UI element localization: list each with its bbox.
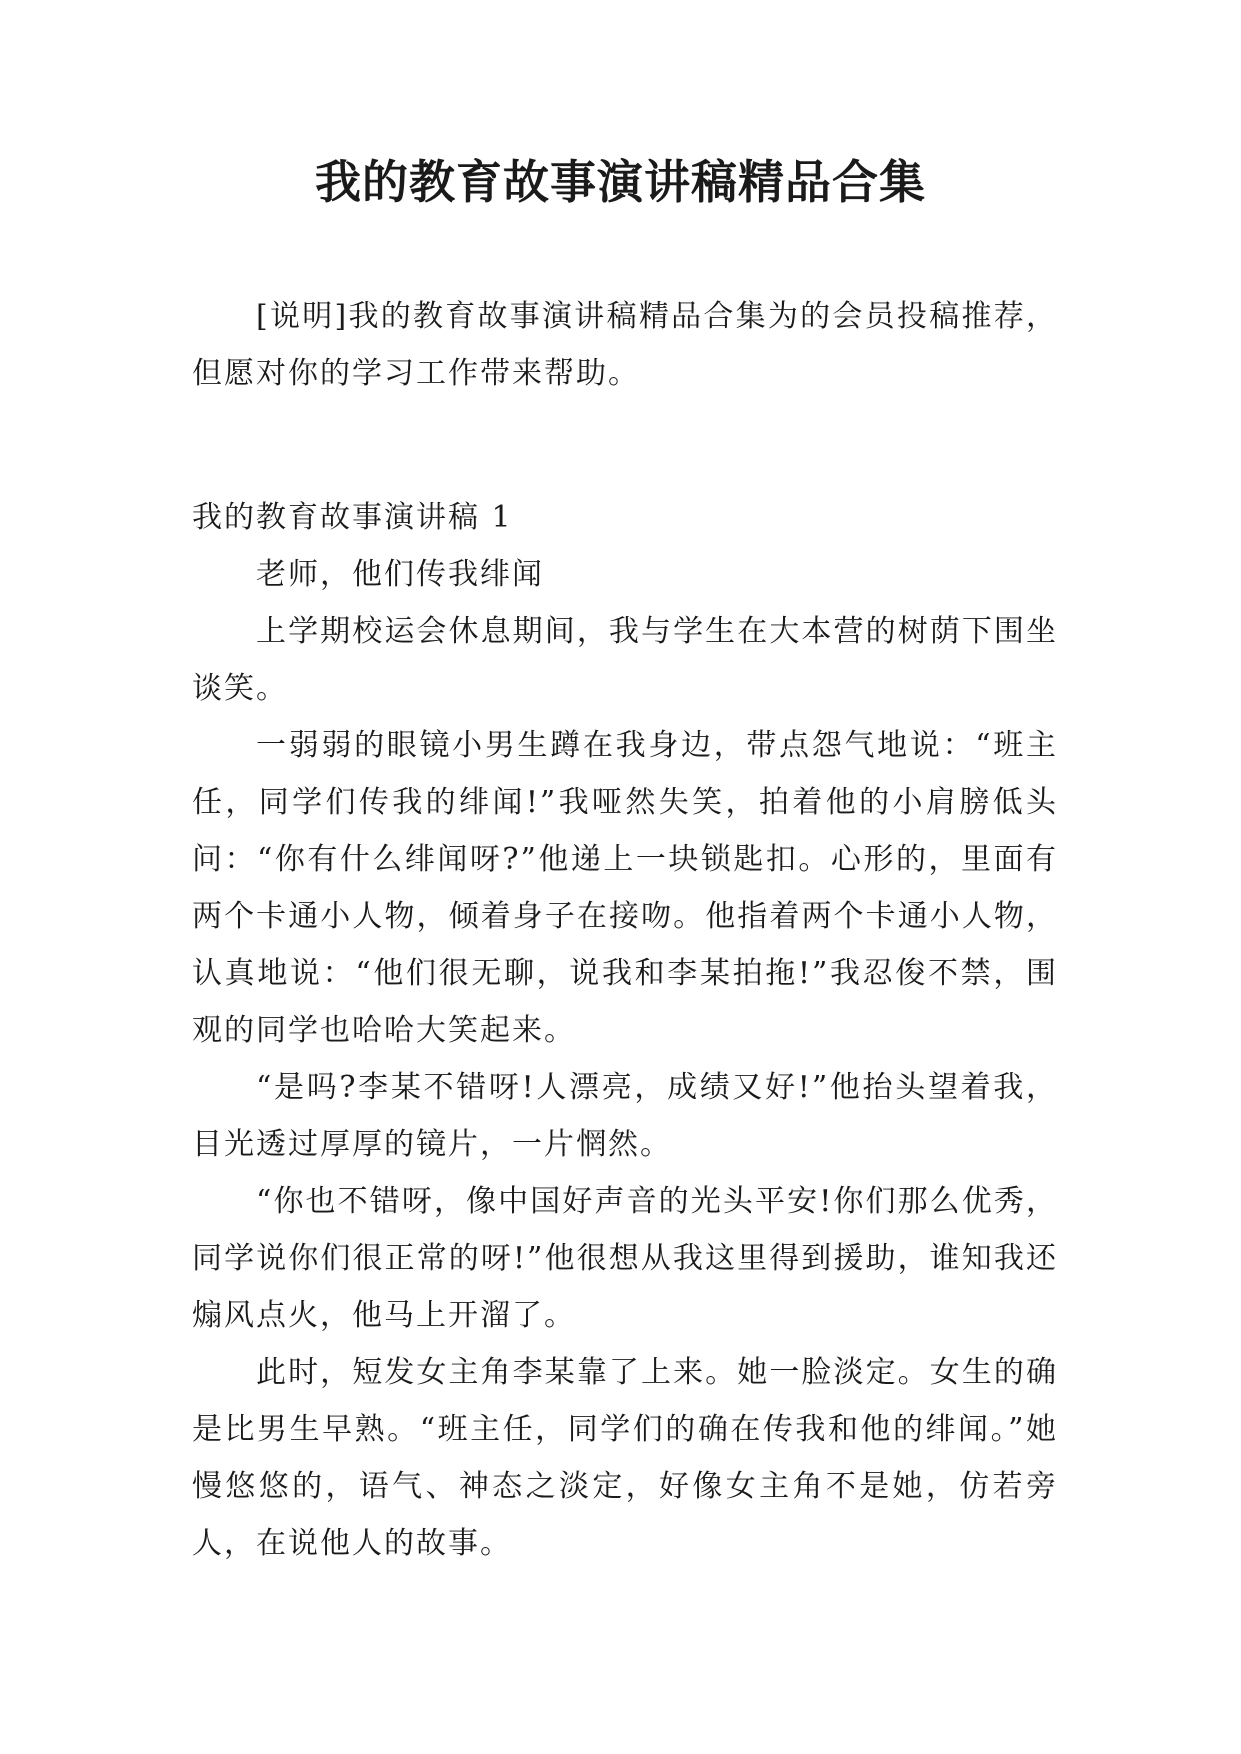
body-paragraph: 一弱弱的眼镜小男生蹲在我身边，带点怨气地说：“班主任，同学们传我的绯闻!”我哑然失笑，拍着他的小肩膀低头问：“你有什么绯闻呀?”他递上一块锁匙扣。心形的，里面有两个卡通小人物，倾着身子在接吻。他指着两个卡通小人物，认真地说：“他们很无聊，说我和李某拍拖!”我忍俊不禁，围观的同学也哈哈大笑起来。 [192, 728, 1058, 1048]
spacer [192, 402, 1058, 459]
document-body [192, 288, 1058, 1572]
body-paragraph: 老师，他们传我绯闻 [256, 557, 544, 592]
spacer [192, 459, 1058, 489]
section-heading: 我的教育故事演讲稿 1 [192, 500, 513, 535]
body-paragraph: “是吗?李某不错呀!人漂亮，成绩又好!”他抬头望着我，目光透过厚厚的镜片，一片惘然。 [192, 1070, 1058, 1162]
body-paragraph: 上学期校运会休息期间，我与学生在大本营的树荫下围坐谈笑。 [192, 614, 1058, 706]
body-paragraph: 此时，短发女主角李某靠了上来。她一脸淡定。女生的确是比男生早熟。“班主任，同学们的确在传我和他的绯闻。”她慢悠悠的，语气、神态之淡定，好像女主角不是她，仿若旁人，在说他人的故事。 [192, 1355, 1058, 1561]
intro-paragraph: [说明]我的教育故事演讲稿精品合集为的会员投稿推荐，但愿对你的学习工作带来帮助。 [192, 299, 1058, 391]
body-paragraph: “你也不错呀，像中国好声音的光头平安!你们那么优秀，同学说你们很正常的呀!”他很想从我这里得到援助，谁知我还煽风点火，他马上开溜了。 [192, 1184, 1058, 1333]
document-title: 我的教育故事演讲稿精品合集 [315, 155, 926, 209]
